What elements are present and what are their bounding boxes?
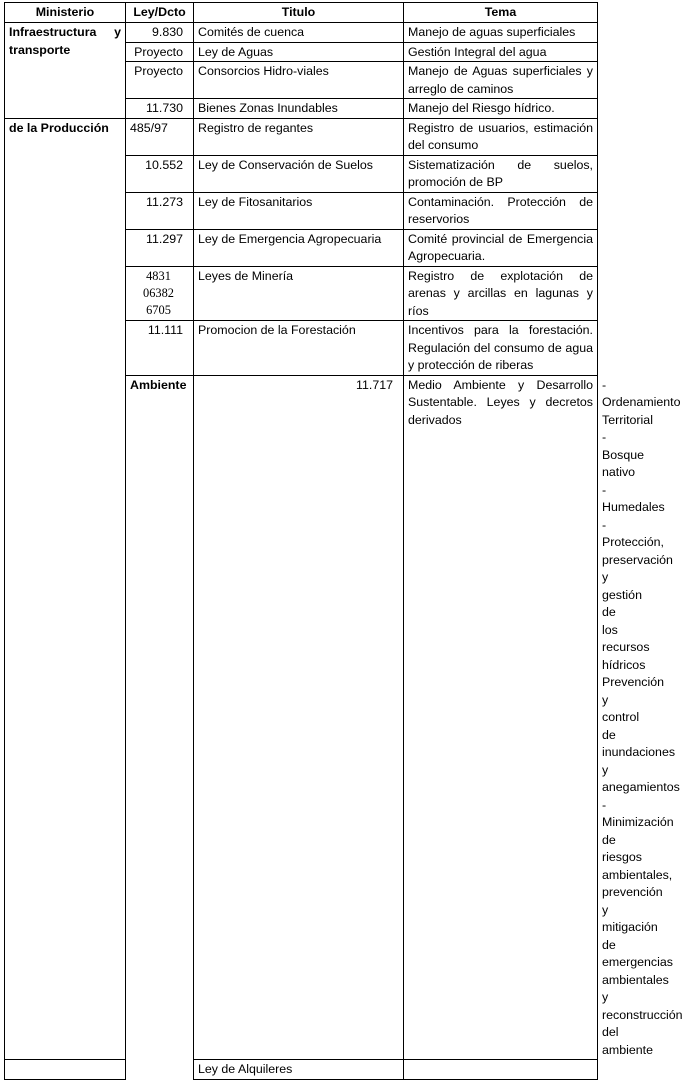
table-row [5,118,598,155]
titulo-cell: Ley de Aguas [194,42,404,62]
tema-cell: Contaminación. Protección de reservorios [404,192,598,229]
tema-cell [404,1060,598,1080]
ley-cell: 11.297 [126,229,194,266]
ley-cell: Proyecto [126,62,194,99]
ley-cell: 11.717 [194,375,404,1060]
header-row [5,3,598,23]
tema-cell: Registro de usuarios, estimación del consumo [404,118,598,155]
titulo-cell: Ley de Alquileres [194,1060,404,1080]
table-row [5,1060,598,1080]
ley-cell: 485/97 [126,118,194,155]
ley-cell: 11.730 [126,99,194,119]
tema-cell: Registro de explotación de arenas y arcillas en lagunas y ríos [404,266,598,321]
ley-cell-mineria [126,266,194,321]
ley-cell: 11.111 [126,321,194,376]
titulo-cell: Consorcios Hidro-viales [194,62,404,99]
table-row: Ambiente 11.717 Medio Ambiente y Desarrollo Sustentable. Leyes y decretos derivados -Ordenamiento Territorial -Bosque nativo -Humedales -Protección, preservación y gestión de los recursos hídricos Prevención y control de inundaciones y anegamientos -Minimización de riesgos ambientales, prevención y mitigación de emergencias ambientales y reconstrucción del ambiente [5,375,598,1060]
ley-cell: 11.273 [126,192,194,229]
ministry-produccion: de la Producción [5,118,126,1060]
header-ministerio: Ministerio [5,3,126,23]
ley-cell: 10.552 [126,155,194,192]
header-ley: Ley/Dcto [126,3,194,23]
ministry-infraestructura [5,23,126,119]
tema-cell: Comité provincial de Emergencia Agropecuaria. [404,229,598,266]
header-tema: Tema [404,3,598,23]
tema-cell: Incentivos para la forestación. Regulación del consumo de agua y protección de riberas [404,321,598,376]
titulo-cell: Ley de Fitosanitarios [194,192,404,229]
laws-table [4,2,683,1080]
ley-mineria-2: 06382 [143,285,174,300]
tema-cell: Manejo de Aguas superficiales y arreglo de caminos [404,62,598,99]
titulo-cell: Registro de regantes [194,118,404,155]
titulo-cell: Leyes de Minería [194,266,404,321]
ministry-ambiente: Ambiente [126,375,194,1079]
titulo-cell: Medio Ambiente y Desarrollo Sustentable. Leyes y decretos derivados [404,375,598,1060]
header-titulo: Titulo [194,3,404,23]
tema-cell: Gestión Integral del agua [404,42,598,62]
ministry-infra-line1: Infraestructura y [9,25,121,39]
ley-cell [5,1060,126,1080]
titulo-cell: Ley de Conservación de Suelos [194,155,404,192]
ministry-infra-line2: transporte [9,42,71,57]
ley-mineria-1: 4831 [146,268,171,283]
ley-cell: 9.830 [126,23,194,43]
tema-cell: Manejo de aguas superficiales [404,23,598,43]
ley-cell: Proyecto [126,42,194,62]
titulo-cell: Promocion de la Forestación [194,321,404,376]
table-row [5,23,598,43]
ley-mineria-3: 6705 [146,302,171,317]
tema-cell: Manejo del Riesgo hídrico. [404,99,598,119]
tema-cell: Sistematización de suelos, promoción de BP [404,155,598,192]
titulo-cell: Bienes Zonas Inundables [194,99,404,119]
titulo-cell: Ley de Emergencia Agropecuaria [194,229,404,266]
titulo-cell: Comités de cuenca [194,23,404,43]
